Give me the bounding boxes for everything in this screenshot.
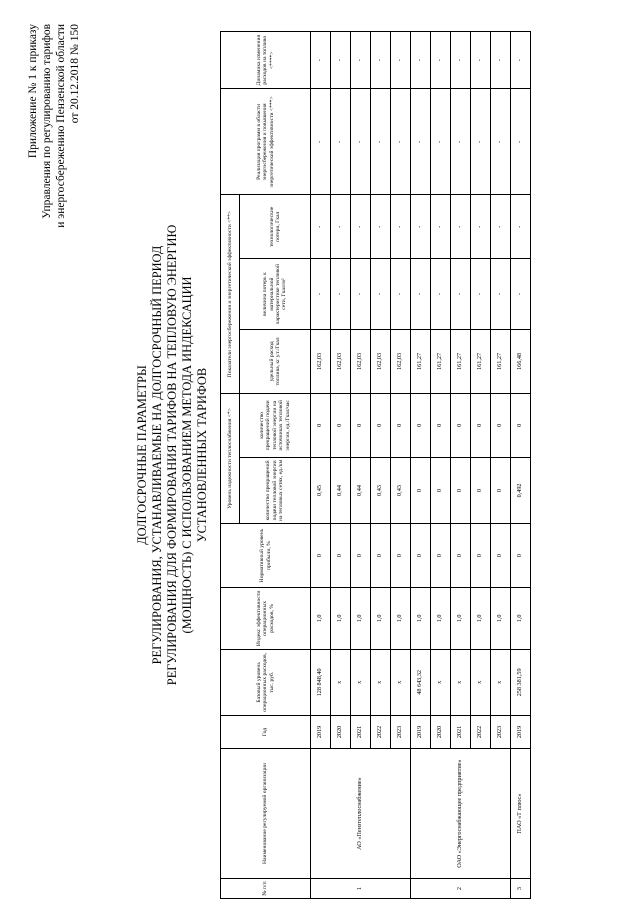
cell-network-outages: 0,44 [351, 457, 371, 523]
header-organization: Наименование регулируемой организации [221, 749, 311, 879]
cell-tech-losses: - [351, 195, 371, 259]
appendix-line: от 20.12.2018 № 150 [69, 24, 81, 124]
cell-normative-profit: 0 [351, 524, 371, 588]
cell-source-outages: 0 [311, 393, 331, 457]
cell-organization: ПАО «Т плюс» [511, 749, 531, 879]
table-row [311, 32, 331, 899]
cell-fuel-dynamics: - [371, 32, 391, 89]
cell-year: 2019 [511, 715, 531, 748]
cell-tech-losses: - [371, 195, 391, 259]
cell-loss-ratio: - [351, 259, 371, 330]
cell-loss-ratio: - [331, 259, 351, 330]
cell-fuel-dynamics: - [451, 32, 471, 89]
cell-source-outages: 0 [371, 393, 391, 457]
cell-tech-losses: - [431, 195, 451, 259]
cell-fuel-dynamics: - [411, 32, 431, 89]
cell-specific-fuel: 161,27 [471, 329, 491, 393]
appendix-note [26, 24, 82, 324]
cell-tech-losses: - [411, 195, 431, 259]
cell-source-outages: 0 [511, 393, 531, 457]
title-line: (МОЩНОСТЬ) С ИСПОЛЬЗОВАНИЕМ МЕТОДА ИНДЕКСАЦИИ [180, 276, 194, 634]
cell-number: 1 [311, 879, 411, 899]
cell-source-outages: 0 [471, 393, 491, 457]
cell-loss-ratio: - [451, 259, 471, 330]
cell-number: 3 [511, 879, 531, 899]
cell-programs: - [371, 89, 391, 195]
cell-efficiency-index: 1,0 [411, 588, 431, 650]
cell-programs: - [451, 89, 471, 195]
cell-year: 2020 [331, 715, 351, 748]
title-line: РЕГУЛИРОВАНИЯ, УСТАНАВЛИВАЕМЫЕ НА ДОЛГОСРОЧНЫЙ ПЕРИОД [150, 245, 164, 665]
cell-programs: - [351, 89, 371, 195]
cell-source-outages: 0 [351, 393, 371, 457]
header-network-outages: количество прекращений подачи тепловой энергии на тепловых сетях, ед./км [240, 457, 311, 523]
cell-year: 2020 [431, 715, 451, 748]
cell-base-opex: 48 643,32 [411, 649, 431, 715]
header-tech-losses: технологические потери, Гкал [240, 195, 311, 259]
cell-efficiency-index: 1,0 [451, 588, 471, 650]
header-number: № п/п [221, 879, 311, 899]
cell-tech-losses: - [391, 195, 411, 259]
cell-specific-fuel: 161,27 [411, 329, 431, 393]
document-title [135, 115, 210, 795]
cell-programs: - [471, 89, 491, 195]
cell-fuel-dynamics: - [491, 32, 511, 89]
cell-tech-losses: - [491, 195, 511, 259]
cell-normative-profit: 0 [411, 524, 431, 588]
cell-programs: - [411, 89, 431, 195]
cell-normative-profit: 0 [471, 524, 491, 588]
cell-efficiency-index: 1,0 [471, 588, 491, 650]
cell-source-outages: 0 [451, 393, 471, 457]
header-base-opex: Базовый уровень операционных расходов, тыс. руб. [221, 649, 311, 715]
cell-tech-losses: - [511, 195, 531, 259]
header-specific-fuel: удельный расход топлива, кг у.т./Гкал [240, 329, 311, 393]
cell-network-outages: 0 [491, 457, 511, 523]
cell-efficiency-index: 1,0 [311, 588, 331, 650]
cell-network-outages: 0,43 [371, 457, 391, 523]
cell-fuel-dynamics: - [331, 32, 351, 89]
cell-tech-losses: - [331, 195, 351, 259]
cell-loss-ratio: - [491, 259, 511, 330]
cell-efficiency-index: 1,0 [391, 588, 411, 650]
cell-tech-losses: - [471, 195, 491, 259]
cell-specific-fuel: 161,27 [431, 329, 451, 393]
cell-network-outages: 0 [411, 457, 431, 523]
cell-organization: АО «Пензтеплоснабжение» [311, 749, 411, 879]
cell-base-opex: x [451, 649, 471, 715]
cell-base-opex: x [371, 649, 391, 715]
cell-loss-ratio: - [371, 259, 391, 330]
cell-base-opex: x [391, 649, 411, 715]
cell-base-opex: x [491, 649, 511, 715]
cell-efficiency-index: 1,0 [511, 588, 531, 650]
cell-source-outages: 0 [331, 393, 351, 457]
table-row [511, 32, 531, 899]
cell-normative-profit: 0 [311, 524, 331, 588]
cell-specific-fuel: 161,27 [451, 329, 471, 393]
header-source-outages: количество прекращений подачи тепловой энергии на источниках тепловой энергии, ед./Гкал/час [240, 393, 311, 457]
cell-programs: - [311, 89, 331, 195]
cell-network-outages: 0,43 [391, 457, 411, 523]
cell-fuel-dynamics: - [511, 32, 531, 89]
cell-source-outages: 0 [411, 393, 431, 457]
cell-network-outages: 0,44 [331, 457, 351, 523]
title-line: УСТАНОВЛЕННЫХ ТАРИФОВ [195, 367, 209, 543]
cell-year: 2021 [451, 715, 471, 748]
cell-fuel-dynamics: - [311, 32, 331, 89]
header-efficiency-index: Индекс эффективности операционных расходов, % [221, 588, 311, 650]
cell-network-outages: 0 [471, 457, 491, 523]
cell-efficiency-index: 1,0 [431, 588, 451, 650]
cell-source-outages: 0 [431, 393, 451, 457]
cell-fuel-dynamics: - [471, 32, 491, 89]
cell-specific-fuel: 162,03 [331, 329, 351, 393]
cell-efficiency-index: 1,0 [351, 588, 371, 650]
appendix-line: Управления по регулированию тарифов [41, 24, 53, 219]
cell-organization: ОАО «Энергоснабжающее предприятие» [411, 749, 511, 879]
title-line: РЕГУЛИРОВАНИЯ ДЛЯ ФОРМИРОВАНИЯ ТАРИФОВ НА ТЕПЛОВУЮ ЭНЕРГИЮ [165, 224, 179, 686]
cell-fuel-dynamics: - [351, 32, 371, 89]
cell-year: 2023 [391, 715, 411, 748]
cell-specific-fuel: 162,03 [371, 329, 391, 393]
cell-network-outages: 0,45 [311, 457, 331, 523]
cell-programs: - [511, 89, 531, 195]
cell-source-outages: 0 [391, 393, 411, 457]
cell-base-opex: 258 381,59 [511, 649, 531, 715]
cell-tech-losses: - [311, 195, 331, 259]
cell-year: 2021 [351, 715, 371, 748]
cell-normative-profit: 0 [371, 524, 391, 588]
cell-programs: - [431, 89, 451, 195]
appendix-line: Приложение № 1 к приказу [27, 24, 39, 159]
header-reliability-group: Уровень надежности теплоснабжения <*> [221, 393, 240, 523]
header-year: Год [221, 715, 311, 748]
cell-base-opex: x [331, 649, 351, 715]
cell-tech-losses: - [451, 195, 471, 259]
cell-year: 2023 [491, 715, 511, 748]
header-energy-group: Показатели энергосбережения и энергетической эффективности <**> [221, 195, 240, 394]
table-row [411, 32, 431, 899]
cell-base-opex: x [351, 649, 371, 715]
cell-base-opex: x [471, 649, 491, 715]
cell-base-opex: 128 848,40 [311, 649, 331, 715]
cell-specific-fuel: 166,48 [511, 329, 531, 393]
cell-year: 2019 [311, 715, 331, 748]
header-programs: Реализация программ в области энергосбережения и повышения энергетической эффективности <***> [221, 89, 311, 195]
cell-specific-fuel: 162,03 [351, 329, 371, 393]
header-normative-profit: Нормативный уровень прибыли, % [221, 524, 311, 588]
cell-normative-profit: 0 [331, 524, 351, 588]
parameters-table [220, 31, 531, 899]
cell-network-outages: 0,492 [511, 457, 531, 523]
cell-number: 2 [411, 879, 511, 899]
cell-normative-profit: 0 [431, 524, 451, 588]
cell-base-opex: x [431, 649, 451, 715]
cell-specific-fuel: 161,27 [491, 329, 511, 393]
cell-specific-fuel: 162,03 [391, 329, 411, 393]
cell-loss-ratio: - [311, 259, 331, 330]
cell-programs: - [491, 89, 511, 195]
cell-programs: - [391, 89, 411, 195]
cell-year: 2022 [371, 715, 391, 748]
cell-efficiency-index: 1,0 [371, 588, 391, 650]
cell-loss-ratio: - [391, 259, 411, 330]
cell-loss-ratio: - [511, 259, 531, 330]
cell-specific-fuel: 162,03 [311, 329, 331, 393]
cell-normative-profit: 0 [391, 524, 411, 588]
cell-loss-ratio: - [471, 259, 491, 330]
cell-normative-profit: 0 [511, 524, 531, 588]
cell-network-outages: 0 [451, 457, 471, 523]
cell-loss-ratio: - [431, 259, 451, 330]
header-loss-ratio: величина потерь к материальной характеристике тепловой сети, Гкал/м² [240, 259, 311, 330]
cell-source-outages: 0 [491, 393, 511, 457]
cell-fuel-dynamics: - [431, 32, 451, 89]
cell-normative-profit: 0 [491, 524, 511, 588]
cell-year: 2019 [411, 715, 431, 748]
appendix-line: и энергосбережению Пензенской области [55, 24, 67, 228]
cell-normative-profit: 0 [451, 524, 471, 588]
cell-network-outages: 0 [431, 457, 451, 523]
cell-efficiency-index: 1,0 [331, 588, 351, 650]
header-fuel-dynamics: Динамика изменения расходов на топливо <****> [221, 32, 311, 89]
cell-year: 2022 [471, 715, 491, 748]
cell-fuel-dynamics: - [391, 32, 411, 89]
cell-efficiency-index: 1,0 [491, 588, 511, 650]
cell-programs: - [331, 89, 351, 195]
title-line: ДОЛГОСРОЧНЫЕ ПАРАМЕТРЫ [135, 365, 149, 545]
cell-loss-ratio: - [411, 259, 431, 330]
